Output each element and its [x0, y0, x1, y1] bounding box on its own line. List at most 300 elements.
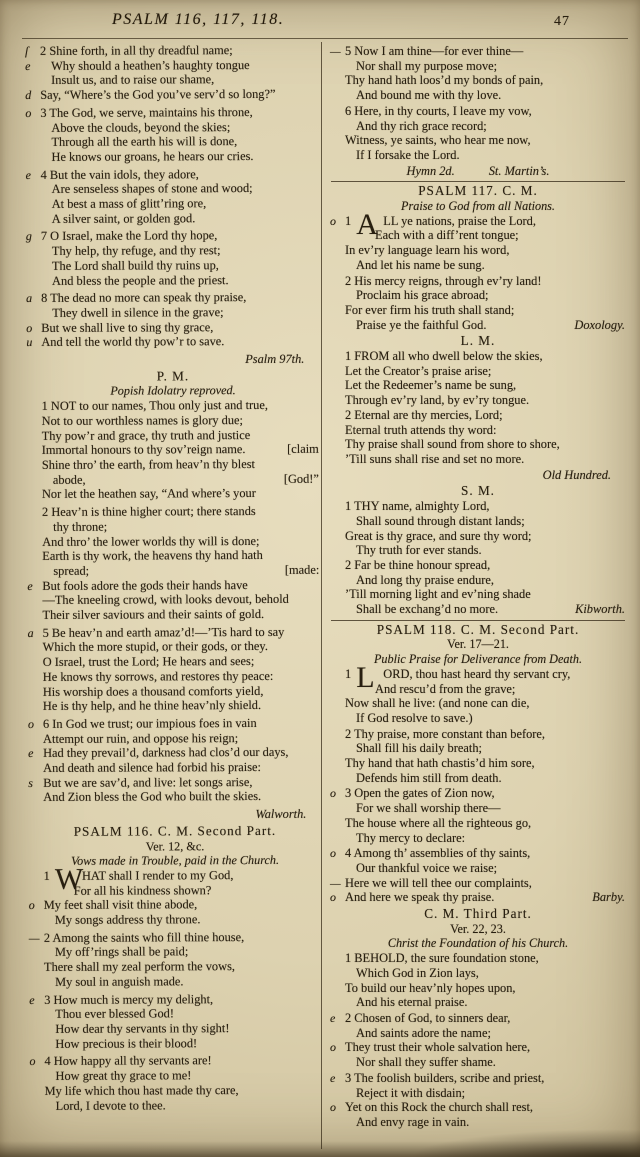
- verse-text: For all his kindness shown?: [73, 882, 212, 898]
- stanza: [24, 105, 319, 165]
- verse-line: [329, 1071, 627, 1086]
- verse-text: Thy praise shall sound from shore to shore,: [345, 437, 560, 452]
- verse-line: [25, 196, 320, 212]
- verse-reference: Ver. 12, &c.: [145, 838, 205, 854]
- verse-line: [24, 134, 319, 150]
- verse-text: 3 Open the gates of Zion now,: [345, 786, 495, 801]
- verse-text: And rescu’d from the grave;: [375, 681, 516, 696]
- verse-line: [329, 258, 627, 273]
- verse-line: [329, 88, 627, 103]
- stanza: [329, 951, 627, 1010]
- expression-mark: o: [330, 1040, 336, 1055]
- stanza: [27, 716, 322, 806]
- verse-line: [24, 149, 319, 165]
- verse-text: Through ev’ry land, by ev’ry tongue.: [345, 393, 530, 408]
- verse-line: [28, 991, 323, 1007]
- verse-line: [329, 846, 627, 861]
- verse-text: Each with a diff’rent tongue;: [375, 228, 519, 243]
- verse-line: [27, 624, 322, 640]
- verse-text: Nor shall they suffer shame.: [356, 1055, 496, 1070]
- verse-line: [26, 607, 321, 623]
- stanza: [26, 504, 322, 623]
- verse-line: [26, 427, 321, 443]
- verse-line: [329, 59, 627, 74]
- expression-mark: e: [28, 746, 34, 761]
- verse-line: [28, 959, 323, 975]
- verse-text: Praise ye the faithful God.: [356, 317, 487, 332]
- verse-text: Thy hand that hath chastis’d him sore,: [345, 756, 535, 771]
- stanza: [28, 991, 323, 1051]
- verse-text: Which God in Zion lays,: [356, 965, 479, 980]
- verse-text: 2 Chosen of God, to sinners dear,: [345, 1011, 511, 1025]
- verse-line: [26, 413, 321, 429]
- verse-line: [329, 1026, 627, 1041]
- stanza: [24, 43, 319, 103]
- verse-line: [329, 378, 627, 393]
- verse-line: [329, 711, 627, 726]
- verse-line: [26, 563, 321, 579]
- verse-text: Proclaim his grace abroad;: [356, 288, 489, 303]
- verse-text: But fools adore the gods their hands have: [42, 577, 248, 593]
- verse-text: Not to our worthless names is glory due;: [41, 412, 244, 428]
- stanza: [329, 207, 627, 273]
- expression-mark: e: [25, 167, 31, 182]
- verse-line: [329, 423, 627, 438]
- page-number: 47: [554, 14, 570, 29]
- expression-mark: —: [330, 44, 341, 58]
- verse-text: To build our heav’nly hopes upon,: [345, 980, 516, 995]
- verse-text: He is thy help, and he thine heav’nly shield.: [42, 698, 262, 714]
- verse-line: [26, 519, 321, 535]
- verse-line: [25, 319, 320, 335]
- verse-text: And bound me with thy love.: [356, 88, 502, 103]
- verse-text: ’Till morning light and ev’ning shade: [345, 587, 531, 602]
- psalm-theme: Popish Idolatry reproved.: [110, 383, 236, 399]
- catchword: [claim: [287, 441, 319, 457]
- verse-line: [329, 364, 627, 379]
- verse-text: His worship does a thousand comforts yield,: [42, 683, 264, 699]
- stanza: [25, 228, 320, 288]
- stanza: [28, 862, 323, 928]
- drop-cap-initial: W: [54, 862, 84, 896]
- verse-text: 2 Eternal are thy mercies, Lord;: [345, 407, 503, 422]
- verse-text: O Israel, trust the Lord; He hears and sees;: [42, 654, 255, 670]
- verse-text: And envy rage in vain.: [356, 1114, 470, 1129]
- verse-line: [26, 592, 321, 608]
- stanza: [329, 349, 627, 467]
- expression-mark: a: [26, 291, 33, 306]
- verse-line: [329, 514, 627, 529]
- expression-mark: o: [330, 846, 336, 861]
- verse-text: My soul in anguish made.: [55, 974, 184, 989]
- verse-text: For ever firm his truth shall stand;: [345, 302, 515, 317]
- expression-mark: e: [25, 58, 31, 73]
- verse-text: Yet on this Rock the church shall rest,: [345, 1100, 534, 1115]
- tune-name: St. Martin’s.: [488, 163, 550, 178]
- verse-line: [329, 602, 627, 617]
- expression-mark: o: [330, 890, 336, 905]
- verse-text: My life which thou hast made thy care,: [44, 1082, 239, 1098]
- verse-text: How dear thy servants in thy sight!: [55, 1021, 230, 1036]
- verse-text: Thy help, thy refuge, and thy rest;: [51, 243, 221, 259]
- verse-line: [25, 258, 320, 274]
- verse-text: And here we speak thy praise.: [345, 890, 495, 905]
- verse-text: Witness, ye saints, who hear me now,: [345, 133, 531, 148]
- verse-text: 4 But the vain idols, they adore,: [40, 166, 199, 182]
- expression-mark: o: [26, 320, 33, 335]
- verse-line: [26, 486, 321, 502]
- verse-line: [28, 1035, 323, 1051]
- verse-line: [25, 166, 320, 182]
- expression-mark: e: [29, 992, 35, 1007]
- verse-number: 1: [345, 666, 355, 681]
- verse-text: And Zion bless the God who built the skies.: [43, 789, 262, 805]
- verse-text: Nor let the heathen say, “And where’s your: [41, 486, 256, 502]
- verse-line: [329, 408, 627, 423]
- verse-line: [329, 393, 627, 408]
- verse-text: The Lord shall build thy ruins up,: [51, 257, 219, 273]
- verse-text: Now shall he live: (and none can die,: [345, 696, 530, 711]
- expression-mark: —: [28, 930, 40, 945]
- verse-line: [329, 995, 627, 1010]
- verse-text: 2 His mercy reigns, through ev’ry land!: [345, 273, 542, 288]
- verse-text: If God resolve to save.): [356, 710, 473, 725]
- header-rule: [22, 38, 628, 39]
- expression-mark: s: [28, 775, 33, 790]
- verse-text: LL ye nations, praise the Lord,: [383, 213, 536, 228]
- psalm-heading: PSALM 118. C. M. Second Part.: [376, 621, 580, 637]
- verse-text: Shall fill his daily breath;: [356, 741, 482, 756]
- expression-mark: o: [29, 1054, 36, 1069]
- verse-line: [28, 944, 323, 960]
- stanza: [329, 1071, 627, 1130]
- verse-line: [329, 228, 627, 243]
- stanza: [329, 44, 627, 103]
- verse-text: 2 Far be thine honour spread,: [345, 557, 491, 572]
- verse-line: [24, 72, 319, 88]
- verse-line: [329, 786, 627, 801]
- verse-text: Nor shall my purpose move;: [356, 58, 498, 73]
- left-column: [24, 43, 324, 1116]
- verse-text: 1 THY name, almighty Lord,: [345, 499, 490, 514]
- verse-line: [25, 181, 320, 197]
- verse-line: [329, 876, 627, 891]
- verse-line: [329, 119, 627, 134]
- verse-text: 7 O Israel, make the Lord thy hope,: [40, 228, 218, 244]
- verse-line: [27, 789, 322, 805]
- verse-text: ’Till suns shall rise and set no more.: [345, 451, 525, 466]
- verse-text: Immortal honours to thy sov’reign name.: [41, 442, 246, 458]
- verse-text: 6 Here, in thy courts, I leave my vow,: [345, 103, 532, 118]
- verse-line: [329, 318, 627, 333]
- verse-line: [24, 119, 319, 135]
- verse-text: Insult us, and to raise our shame,: [51, 72, 215, 88]
- verse-line: [329, 452, 627, 467]
- verse-line: [329, 816, 627, 831]
- psalm-heading: C. M. Third Part.: [424, 906, 532, 922]
- verse-text: 3 The foolish builders, scribe and priest,: [345, 1070, 545, 1085]
- verse-text: ORD, thou hast heard thy servant cry,: [383, 666, 571, 681]
- verse-line: [24, 43, 319, 59]
- verse-line: [329, 1115, 627, 1130]
- verse-line: [329, 861, 627, 876]
- catchword: [made:: [284, 562, 320, 577]
- verse-text: Our thankful voice we raise;: [356, 860, 498, 875]
- verse-line: [329, 148, 627, 163]
- verse-line: [329, 437, 627, 452]
- page-title: PSALM 116, 117, 118.: [112, 11, 285, 28]
- verse-text: How precious is their blood!: [55, 1035, 198, 1051]
- verse-text: Above the clouds, beyond the skies;: [51, 119, 231, 135]
- verse-text: My off’rings shall be paid;: [54, 944, 189, 960]
- verse-text: In ev’ry language learn his word,: [345, 243, 510, 258]
- verse-text: Thy pow’r and grace, thy truth and justice: [41, 427, 251, 443]
- verse-text: He knows our groans, he hears our cries.: [51, 148, 254, 164]
- verse-line: [27, 669, 322, 685]
- expression-mark: o: [28, 898, 35, 913]
- verse-line: [329, 981, 627, 996]
- verse-text: 2 Thy praise, more constant than before,: [345, 726, 546, 741]
- verse-line: [27, 760, 322, 776]
- verse-line: [329, 696, 627, 711]
- verse-text: 1 BEHOLD, the sure foundation stone,: [345, 951, 539, 966]
- catchword: [God!”: [283, 471, 319, 486]
- verse-line: [329, 303, 627, 318]
- verse-text: thy throne;: [53, 519, 108, 534]
- verse-line: [28, 1021, 323, 1037]
- verse-line: [329, 951, 627, 966]
- verse-line: [24, 87, 319, 103]
- verse-line: [28, 974, 323, 990]
- verse-line: [329, 529, 627, 544]
- verse-line: [329, 243, 627, 258]
- expression-mark: g: [25, 229, 32, 244]
- verse-text: The house where all the righteous go,: [345, 815, 532, 830]
- verse-text: They dwell in silence in the grave;: [52, 305, 224, 320]
- stanza: [329, 274, 627, 333]
- stanza: [28, 1053, 323, 1113]
- verse-line: [27, 654, 322, 670]
- hymn-number: Hymn 2d.: [406, 163, 455, 178]
- verse-line: [329, 558, 627, 573]
- verse-text: And bless the people and the priest.: [52, 272, 229, 288]
- expression-mark: u: [26, 335, 33, 350]
- verse-text: And tell the world thy pow’r to save.: [41, 334, 225, 350]
- verse-line: [28, 912, 323, 928]
- stanza: [329, 727, 627, 786]
- verse-text: My songs address thy throne.: [54, 912, 201, 927]
- psalm-heading: S. M.: [461, 483, 495, 499]
- verse-reference: Ver. 17—21.: [447, 637, 509, 652]
- verse-line: [25, 228, 320, 244]
- verse-text: HAT shall I render to my God,: [81, 868, 234, 883]
- verse-line: [329, 890, 627, 905]
- verse-number: 1: [345, 213, 355, 228]
- verse-text: Defends him still from death.: [356, 770, 502, 785]
- verse-text: Shall be exchang’d no more.: [356, 602, 499, 617]
- stanza: [329, 1011, 627, 1070]
- stanza: [25, 166, 320, 226]
- tune-attribution: Old Hundred.: [542, 467, 611, 482]
- stanza: [329, 104, 627, 163]
- psalm-heading: L. M.: [460, 333, 496, 349]
- verse-line: [26, 533, 321, 549]
- verse-text: Lord, I devote to thee.: [55, 1097, 166, 1113]
- verse-line: [329, 288, 627, 303]
- verse-text: If I forsake the Lord.: [356, 147, 460, 162]
- verse-line: [329, 1086, 627, 1101]
- verse-line: [329, 756, 627, 771]
- verse-line: [25, 210, 320, 226]
- verse-line: [329, 543, 627, 558]
- verse-line: [329, 966, 627, 981]
- expression-mark: e: [330, 1011, 336, 1025]
- verse-line: [329, 349, 627, 364]
- expression-mark: o: [27, 716, 34, 731]
- verse-text: 1 NOT to our names, Thou only just and true,: [41, 398, 268, 414]
- expression-mark: d: [25, 88, 32, 103]
- verse-text: 5 Be heav’n and earth amaz’d!—’Tis hard to say: [42, 624, 285, 640]
- verse-line: [25, 272, 320, 288]
- verse-text: And let his name be sung.: [356, 257, 485, 272]
- verse-text: He knows thy sorrows, and restores thy peace:: [42, 668, 274, 684]
- verse-text: 3 The God, we serve, maintains his throne,: [40, 104, 253, 120]
- verse-text: Shine thro’ the earth, from heav’n thy blest: [41, 456, 255, 472]
- verse-text: But we are sav’d, and live: let songs arise,: [43, 774, 253, 790]
- page-bottom-shadow: [0, 1141, 640, 1157]
- verse-line: [28, 929, 323, 945]
- verse-text: Eternal truth attends thy word:: [345, 422, 497, 437]
- stanza: [25, 290, 320, 350]
- verse-text: Thou ever blessed God!: [55, 1006, 174, 1022]
- verse-line: [27, 639, 322, 655]
- stanza: [329, 786, 627, 845]
- verse-line: [24, 105, 319, 121]
- verse-text: Thy hand hath loos’d my bonds of pain,: [345, 73, 544, 88]
- verse-text: For we shall worship there—: [356, 801, 501, 816]
- verse-line: [29, 1097, 324, 1113]
- verse-line: [329, 831, 627, 846]
- psalm-heading: PSALM 117. C. M.: [418, 183, 538, 199]
- verse-text: 2 Shine forth, in all thy dreadful name;: [39, 43, 233, 58]
- verse-text: Shall sound through distant lands;: [356, 513, 525, 528]
- verse-line: [26, 398, 321, 414]
- verse-line: [27, 745, 322, 761]
- verse-text: And thro’ the lower worlds thy will is done;: [42, 533, 260, 549]
- expression-mark: e: [27, 578, 33, 593]
- verse-line: [329, 274, 627, 289]
- stanza: [329, 846, 627, 905]
- tune-name: Doxology.: [574, 317, 625, 332]
- stanza: [28, 929, 323, 989]
- verse-text: Great is thy grace, and sure thy word;: [345, 528, 532, 543]
- verse-line: [329, 104, 627, 119]
- verse-line: [329, 682, 627, 697]
- verse-text: 8 The dead no more can speak thy praise,: [41, 290, 247, 306]
- stanza: [27, 624, 322, 714]
- verse-line: [25, 305, 320, 321]
- verse-text: 4 How happy all thy servants are!: [44, 1053, 212, 1069]
- verse-text: Thy mercy to declare:: [356, 830, 466, 845]
- expression-mark: ſ: [24, 43, 29, 58]
- verse-line: [329, 587, 627, 602]
- verse-text: Let the Redeemer’s name be sung,: [345, 378, 517, 393]
- verse-text: Let the Creator’s praise arise;: [345, 363, 492, 378]
- verse-text: And saints adore the name;: [356, 1025, 491, 1040]
- psalm-theme: Praise to God from all Nations.: [401, 199, 555, 214]
- section-rule: [331, 620, 625, 621]
- verse-line: [28, 897, 323, 913]
- verse-text: 4 Among th’ assemblies of thy saints,: [345, 846, 531, 861]
- verse-line: [27, 698, 322, 714]
- verse-line: [26, 504, 321, 520]
- verse-text: 2 Heav’n is thine higher court; there stands: [42, 504, 256, 520]
- verse-line: [24, 57, 319, 73]
- verse-number: 1: [43, 868, 53, 883]
- stanza: [26, 398, 321, 502]
- verse-text: They trust their whole salvation here,: [345, 1040, 531, 1055]
- right-column: [329, 44, 627, 1131]
- verse-text: Here we will tell thee our complaints,: [345, 875, 532, 890]
- verse-text: Attempt our ruin, and oppose his reign;: [43, 730, 239, 746]
- expression-mark: a: [27, 625, 34, 640]
- verse-text: And thy rich grace record;: [356, 118, 487, 133]
- verse-text: Earth is thy work, the heavens thy hand hath: [42, 548, 263, 564]
- verse-text: Through all the earth his will is done,: [51, 134, 238, 150]
- verse-line: [25, 290, 320, 306]
- section-rule: [331, 181, 625, 182]
- verse-text: Say, “Where’s the God you’ve serv’d so long?”: [40, 87, 276, 103]
- verse-line: [26, 548, 321, 564]
- verse-line: [329, 741, 627, 756]
- tune-name: Kibworth.: [575, 602, 625, 617]
- verse-line: [329, 44, 627, 59]
- column-divider: [321, 42, 322, 1149]
- drop-cap-initial: A: [356, 207, 378, 241]
- verse-line: [27, 716, 322, 732]
- verse-line: [27, 730, 322, 746]
- verse-line: [26, 442, 321, 458]
- verse-line: [329, 771, 627, 786]
- verse-text: My feet shall visit thine abode,: [43, 897, 198, 913]
- tune-name: Barby.: [592, 890, 625, 905]
- verse-line: [28, 882, 323, 898]
- verse-text: How great thy grace to me!: [55, 1068, 192, 1083]
- expression-mark: o: [330, 786, 336, 801]
- psalm-theme: Christ the Foundation of his Church.: [387, 936, 569, 951]
- verse-line: [29, 1083, 324, 1099]
- verse-text: Their silver saviours and their saints of gold.: [42, 606, 265, 622]
- verse-text: 3 How much is mercy my delight,: [44, 991, 214, 1007]
- verse-line: [27, 683, 322, 699]
- psalm-theme: Vows made in Trouble, paid in the Church.: [71, 853, 280, 869]
- hymn-reference: [329, 164, 627, 179]
- expression-mark: o: [330, 1100, 336, 1115]
- verse-line: [329, 801, 627, 816]
- verse-text: And death and silence had forbid his praise:: [43, 760, 262, 775]
- verse-line: [26, 577, 321, 593]
- verse-line: [329, 133, 627, 148]
- verse-text: Which the more stupid, or their gods, or they.: [42, 639, 268, 655]
- verse-line: [25, 243, 320, 259]
- verse-text: 6 In God we trust; our impious foes in vain: [42, 715, 257, 731]
- expression-mark: o: [25, 105, 32, 120]
- verse-line: [27, 774, 322, 790]
- verse-line: [26, 471, 321, 487]
- verse-line: [28, 1006, 323, 1022]
- verse-text: spread;: [53, 563, 90, 578]
- stanza: [329, 660, 627, 726]
